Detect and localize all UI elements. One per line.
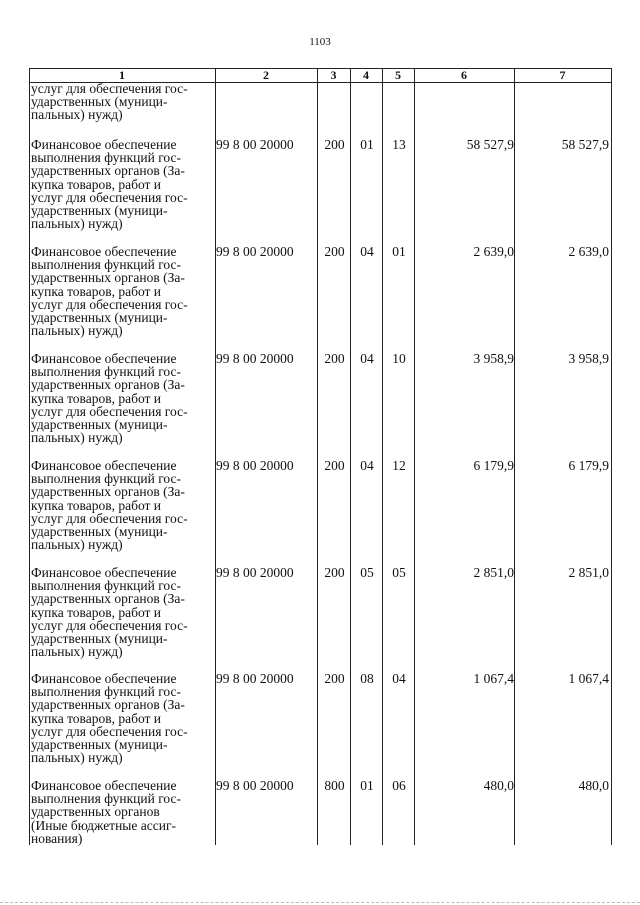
amount-col-6: 480,0: [483, 778, 514, 793]
description-line: ударственных органов (За-: [31, 377, 185, 393]
expense-type-code: 200: [324, 244, 345, 259]
continuation-line: ударственных (муници-: [31, 94, 168, 110]
description-line: купка товаров, работ и: [31, 176, 162, 192]
description-line: ударственных (муници-: [31, 737, 168, 753]
description-line: ударственных органов (За-: [31, 163, 185, 179]
expense-type-code: 200: [324, 565, 345, 580]
header-col-4: 4: [363, 68, 369, 82]
column-divider: [317, 68, 318, 845]
description-line: пальных) нужд): [31, 216, 123, 232]
description-line: ударственных (муници-: [31, 310, 168, 326]
target-article-code: 99 8 00 20000: [216, 671, 294, 686]
subsection-code: 01: [392, 244, 406, 259]
amount-col-6: 3 958,9: [473, 351, 514, 366]
description-line: пальных) нужд): [31, 750, 123, 766]
section-code: 05: [360, 565, 374, 580]
column-divider: [611, 68, 612, 845]
description-line: услуг для обеспечения гос-: [31, 403, 188, 419]
description-line: Финансовое обеспечение: [31, 565, 177, 580]
target-article-code: 99 8 00 20000: [216, 351, 294, 366]
column-divider: [29, 68, 30, 845]
description-line: (Иные бюджетные ассиг-: [31, 817, 176, 833]
description-line: выполнения функций гос-: [31, 684, 181, 700]
description-line: услуг для обеспечения гос-: [31, 723, 188, 739]
description-line: выполнения функций гос-: [31, 150, 181, 166]
description-line: ударственных органов: [31, 804, 160, 820]
amount-col-7: 2 851,0: [568, 565, 609, 580]
description-line: выполнения функций гос-: [31, 257, 181, 273]
target-article-code: 99 8 00 20000: [216, 244, 294, 259]
description-line: пальных) нужд): [31, 644, 123, 660]
continuation-line: пальных) нужд): [31, 107, 123, 123]
header-col-2: 2: [263, 68, 269, 82]
header-col-7: 7: [559, 68, 566, 82]
header-col-5: 5: [395, 68, 401, 82]
description-line: услуг для обеспечения гос-: [31, 510, 188, 526]
amount-col-7: 6 179,9: [568, 458, 609, 473]
amount-col-6: 6 179,9: [473, 458, 514, 473]
description-line: пальных) нужд): [31, 323, 123, 339]
amount-col-6: 58 527,9: [466, 137, 514, 152]
description-line: ударственных органов (За-: [31, 484, 185, 500]
description-line: выполнения функций гос-: [31, 364, 181, 380]
amount-col-7: 480,0: [578, 778, 609, 793]
expense-type-code: 200: [324, 137, 345, 152]
section-code: 08: [360, 671, 374, 686]
description-line: услуг для обеспечения гос-: [31, 296, 188, 312]
target-article-code: 99 8 00 20000: [216, 458, 294, 473]
column-divider: [350, 68, 351, 845]
amount-col-7: 2 639,0: [568, 244, 609, 259]
description-line: ударственных (муници-: [31, 524, 168, 540]
description-line: ударственных органов (За-: [31, 270, 185, 286]
amount-col-6: 1 067,4: [473, 671, 514, 686]
expense-type-code: 200: [324, 351, 345, 366]
section-code: 01: [360, 137, 374, 152]
description-line: купка товаров, работ и: [31, 604, 162, 620]
row-description: [31, 779, 215, 845]
column-divider: [382, 68, 383, 845]
header-col-3: 3: [330, 68, 337, 82]
description-line: купка товаров, работ и: [31, 390, 162, 406]
amount-col-7: 1 067,4: [568, 671, 609, 686]
amount-col-6: 2 639,0: [473, 244, 514, 259]
row-description: [31, 352, 215, 444]
column-divider: [414, 68, 415, 845]
description-line: купка товаров, работ и: [31, 497, 162, 513]
section-code: 04: [360, 458, 374, 473]
header-col-1: 1: [119, 68, 125, 82]
description-line: нования): [31, 830, 83, 846]
description-line: Финансовое обеспечение: [31, 778, 177, 793]
target-article-code: 99 8 00 20000: [216, 778, 294, 793]
subsection-code: 10: [392, 351, 406, 366]
description-line: купка товаров, работ и: [31, 283, 162, 299]
scan-edge: [0, 902, 640, 903]
subsection-code: 04: [392, 671, 406, 686]
description-line: пальных) нужд): [31, 537, 123, 553]
amount-col-7: 3 958,9: [568, 351, 609, 366]
expense-type-code: 200: [324, 671, 345, 686]
description-line: пальных) нужд): [31, 430, 123, 446]
row-description: [31, 138, 215, 230]
target-article-code: 99 8 00 20000: [216, 565, 294, 580]
continuation-text: [31, 82, 215, 122]
description-line: Финансовое обеспечение: [31, 458, 177, 473]
description-line: услуг для обеспечения гос-: [31, 617, 188, 633]
subsection-code: 13: [392, 137, 406, 152]
description-line: ударственных органов (За-: [31, 697, 185, 713]
row-description: [31, 672, 215, 764]
description-line: ударственных (муници-: [31, 631, 168, 647]
amount-col-6: 2 851,0: [473, 565, 514, 580]
description-line: Финансовое обеспечение: [31, 671, 177, 686]
description-line: Финансовое обеспечение: [31, 137, 177, 152]
expense-type-code: 800: [324, 778, 345, 793]
description-line: выполнения функций гос-: [31, 471, 181, 487]
description-line: ударственных (муници-: [31, 417, 168, 433]
page-number: 1103: [309, 36, 331, 48]
description-line: выполнения функций гос-: [31, 791, 181, 807]
description-line: Финансовое обеспечение: [31, 351, 177, 366]
description-line: купка товаров, работ и: [31, 710, 162, 726]
amount-col-7: 58 527,9: [561, 137, 609, 152]
section-code: 04: [360, 351, 374, 366]
description-line: Финансовое обеспечение: [31, 244, 177, 259]
subsection-code: 12: [392, 458, 406, 473]
row-description: [31, 566, 215, 658]
section-code: 01: [360, 778, 374, 793]
column-divider: [514, 68, 515, 845]
subsection-code: 05: [392, 565, 406, 580]
expense-type-code: 200: [324, 458, 345, 473]
row-description: [31, 459, 215, 551]
row-description: [31, 245, 215, 337]
subsection-code: 06: [392, 778, 406, 793]
description-line: ударственных (муници-: [31, 203, 168, 219]
budget-table: [29, 68, 612, 845]
description-line: ударственных органов (За-: [31, 591, 185, 607]
continuation-line: услуг для обеспечения гос-: [31, 81, 188, 96]
column-divider: [215, 68, 216, 845]
description-line: услуг для обеспечения гос-: [31, 189, 188, 205]
header-col-6: 6: [461, 68, 467, 82]
target-article-code: 99 8 00 20000: [216, 137, 294, 152]
description-line: выполнения функций гос-: [31, 578, 181, 594]
section-code: 04: [360, 244, 374, 259]
